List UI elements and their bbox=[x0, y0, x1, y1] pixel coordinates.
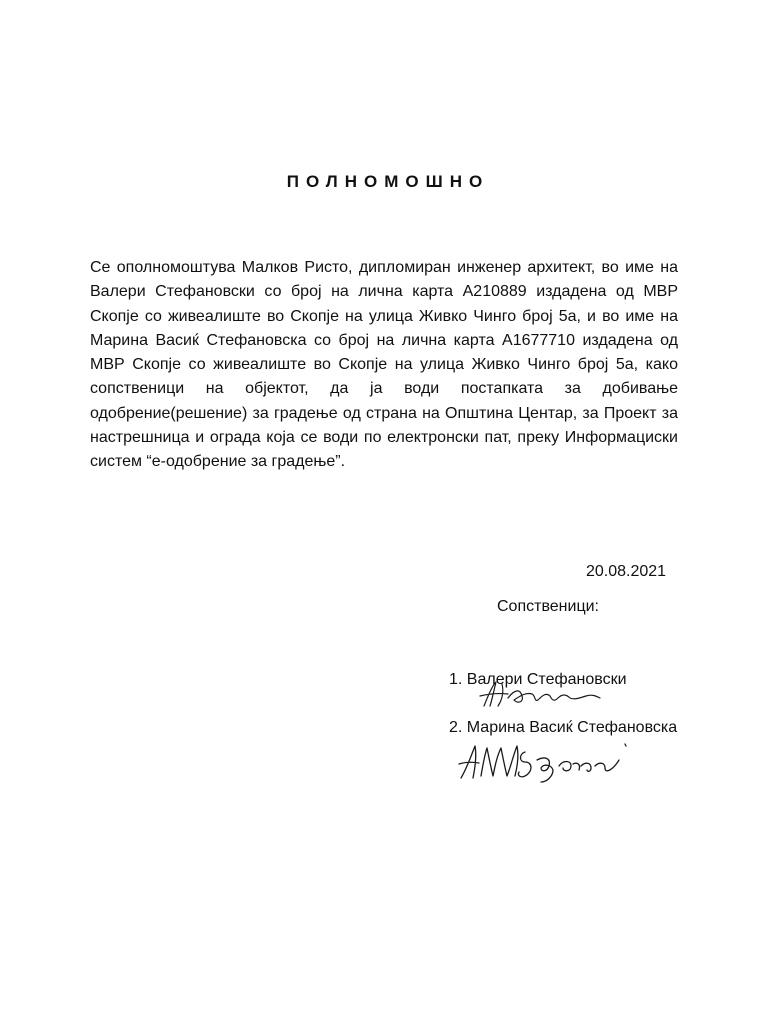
signatory-1-name: 1. Валери Стефановски bbox=[449, 671, 627, 688]
authorization-paragraph: Се ополномоштува Малков Ристо, дипломиран инженер архитект, во име на Валери Стефановски со број на лична карта А210889 издадена од МВР Скопје со живеалиште во Скопје на улица Живко Чинго број 5а, и во име на Марина Васиќ Стефановска со број на лична карта А1677710 издадена од МВР Скопје со живеалиште во Скопје на улица Живко Чинго број 5а, како сопственици на објектот, да ја води постапката за добивање одобрение(решение) за градење од страна на Општина Центар, за Проект за настрешница и ограда која се води по електронски пат, преку Информациски систем “е-одобрение за градење”. bbox=[90, 259, 678, 471]
owners-label: Сопственици: bbox=[497, 598, 599, 615]
signatory-2-name: 2. Марина Васиќ Стефановска bbox=[449, 719, 678, 736]
signature-2 bbox=[455, 738, 635, 784]
document-date: 20.08.2021 bbox=[586, 563, 667, 580]
document-title: ПОЛНОМОШНО bbox=[286, 172, 490, 191]
signature-1 bbox=[474, 678, 604, 710]
